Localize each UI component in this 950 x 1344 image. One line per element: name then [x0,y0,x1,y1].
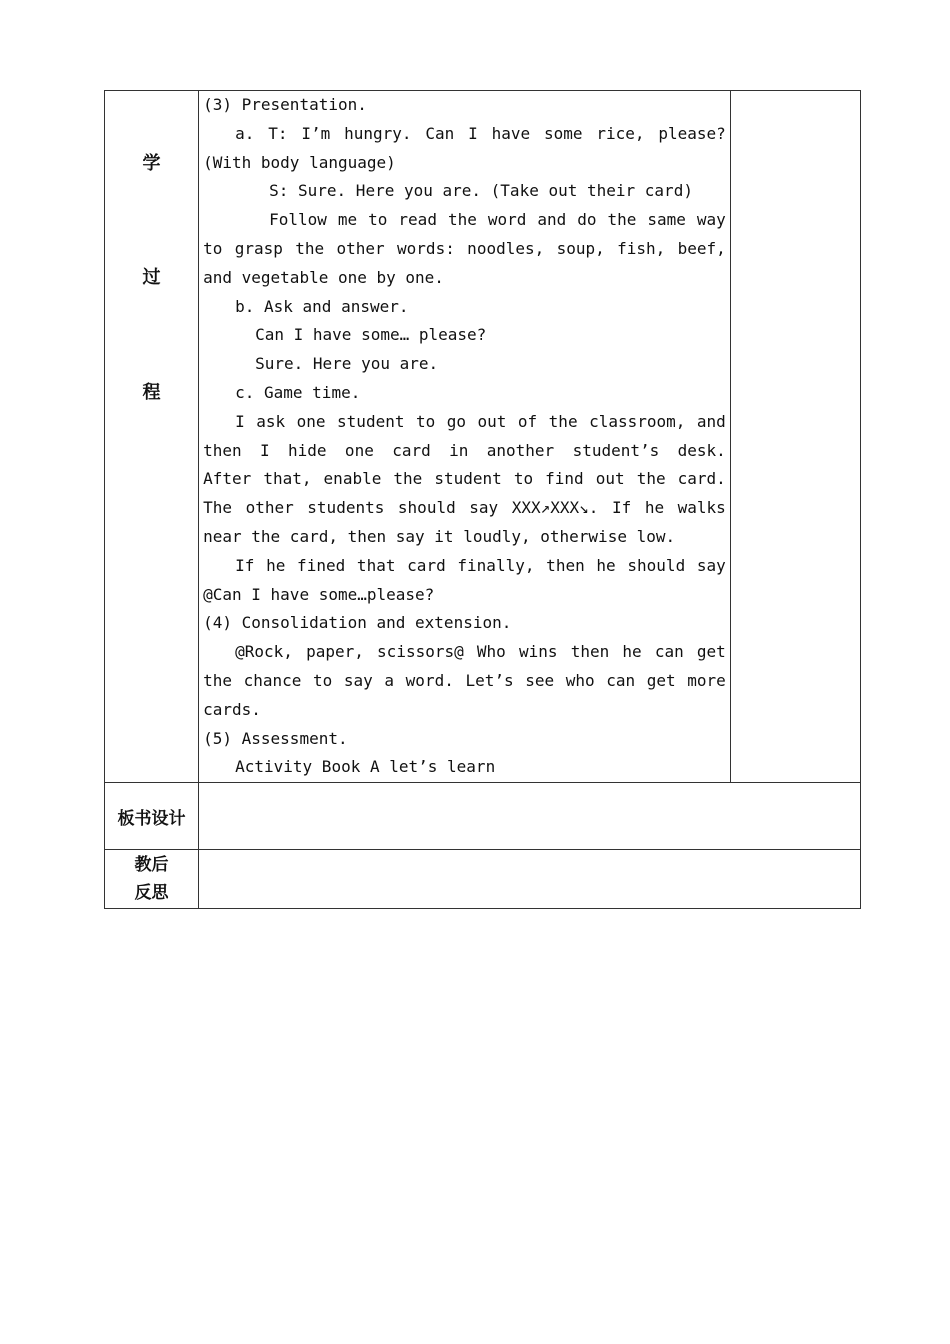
reflection-label-line: 教后 [134,855,169,876]
process-line: Sure. Here you are. [255,354,439,374]
reflection-label-line: 反思 [134,883,169,904]
label-char-xue: 学 [142,153,161,174]
board-design-content [199,783,861,850]
reflection-label [105,850,199,909]
process-line: If he fined that card finally, then he should say [235,555,726,575]
process-line: @Rock, paper, scissors@ Who wins then he can get [235,642,726,662]
process-line: (With body language) [203,152,396,172]
section-heading-assessment: (5) Assessment. [203,728,348,748]
process-line: After that, enable the student to find out the card. [203,469,726,489]
process-line: Activity Book A let’s learn [235,757,496,777]
process-line: I ask one student to go out of the classroom, and [235,411,726,431]
section-heading-presentation: (3) Presentation. [203,95,367,114]
process-line: and vegetable one by one. [203,267,444,287]
teaching-process-content [199,91,731,783]
process-line: b. Ask and answer. [235,296,409,316]
teaching-process-row [105,91,861,783]
process-line: near the card, then say it loudly, otherwise low. [203,526,676,546]
notes-column-cell [730,91,860,783]
label-char-cheng: 程 [142,382,161,403]
process-line: Can I have some… please? [255,325,487,345]
process-line: The other students should say XXX↗XXX↘. If he walks [203,498,726,518]
process-line: a. T: I’m hungry. Can I have some rice, please? [235,123,726,143]
reflection-row [105,850,861,909]
reflection-content [199,850,861,909]
process-line: the chance to say a word. Let’s see who can get more [203,670,726,690]
label-char-guo: 过 [142,267,161,288]
section-heading-consolidation: (4) Consolidation and extension. [203,613,512,633]
process-line: Follow me to read the word and do the same way [269,210,726,230]
board-design-label: 板书设计 [105,783,199,850]
process-line: @Can I have some…please? [203,584,435,604]
teaching-process-label [105,91,199,783]
process-line: to grasp the other words: noodles, soup, fish, beef, [203,238,726,258]
board-design-row [105,783,861,850]
process-line: cards. [203,699,261,719]
process-line: S: Sure. Here you are. (Take out their card) [269,181,693,201]
process-line: c. Game time. [235,382,361,402]
lesson-plan-table [104,90,861,909]
process-line: then I hide one card in another student’s desk. [203,440,726,460]
